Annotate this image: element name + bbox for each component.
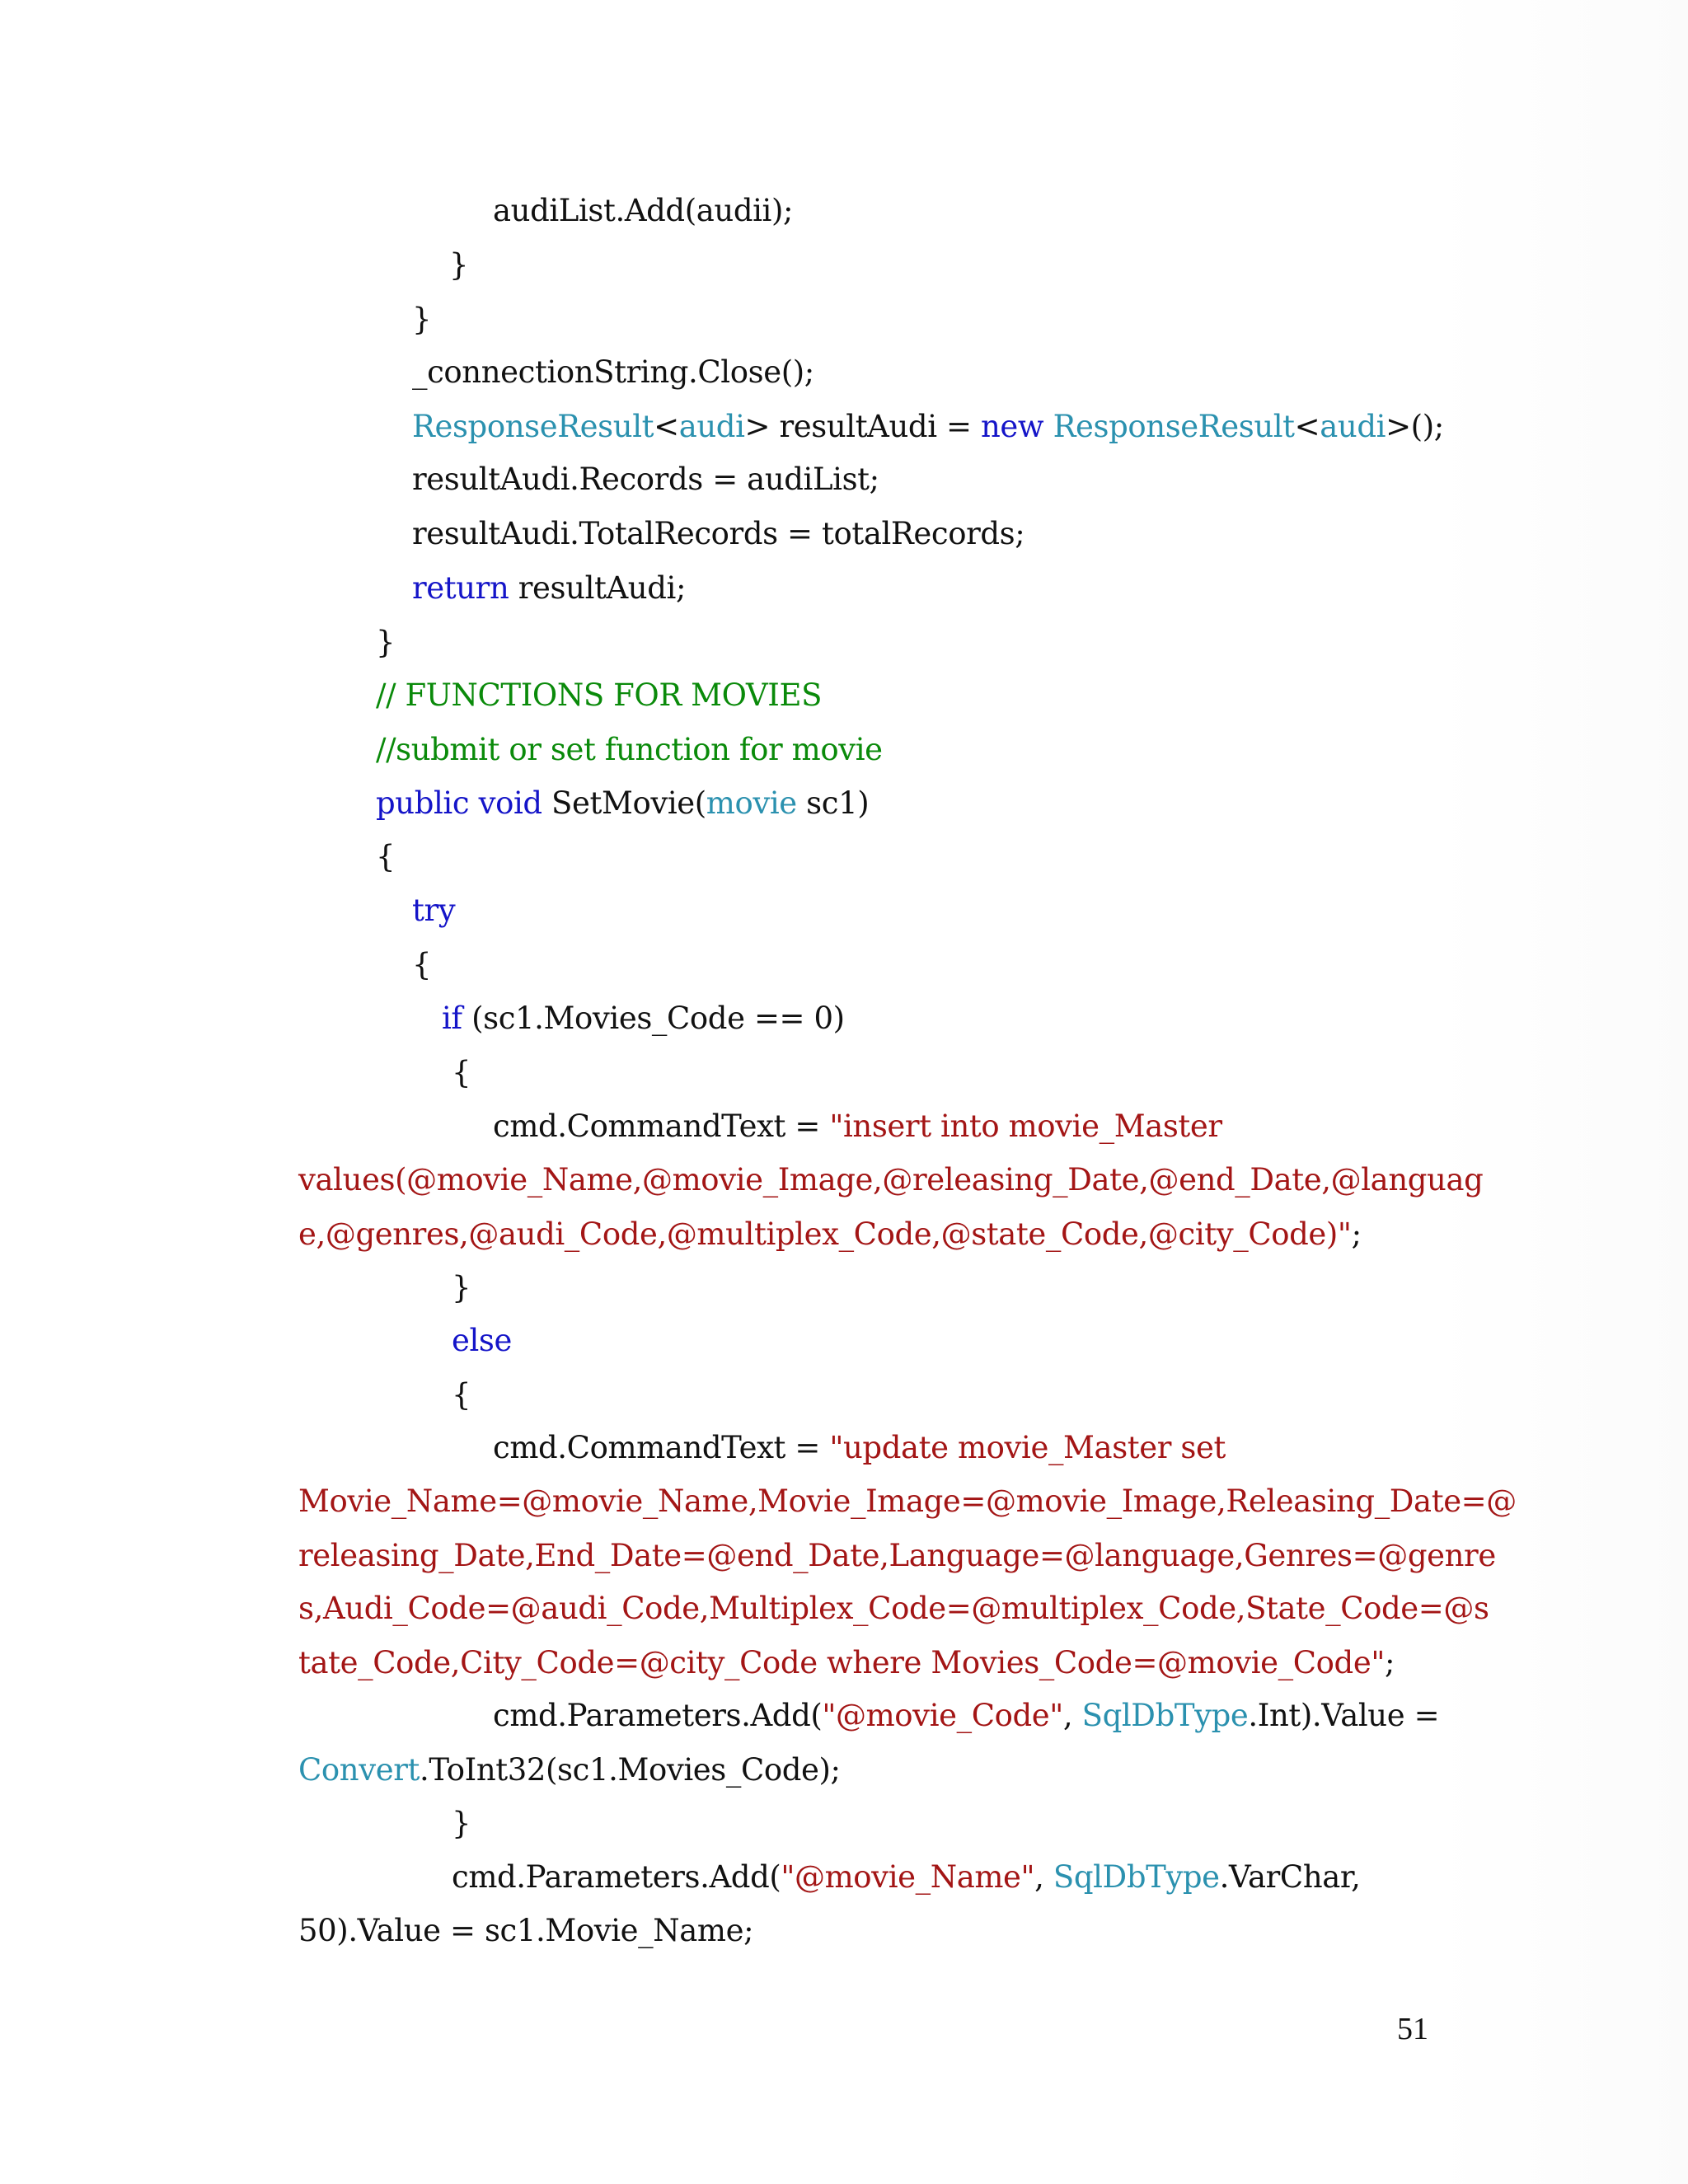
code-line bbox=[452, 1055, 471, 1091]
code-token: > resultAudi = bbox=[744, 409, 981, 444]
code-line bbox=[412, 409, 1444, 445]
code-token: SetMovie( bbox=[542, 785, 706, 821]
code-line bbox=[412, 947, 431, 983]
code-token: audi bbox=[1320, 409, 1386, 444]
code-token: cmd.CommandText = bbox=[493, 1108, 830, 1144]
code-token: return bbox=[412, 570, 509, 606]
code-token: releasing_Date,End_Date=@end_Date,Language=@language,Genres=@genre bbox=[298, 1538, 1496, 1573]
code-token: SqlDbType bbox=[1053, 1859, 1220, 1895]
code-token: if bbox=[442, 1001, 462, 1036]
code-token: } bbox=[452, 1806, 471, 1841]
code-token: } bbox=[452, 1270, 471, 1305]
code-token: { bbox=[452, 1377, 471, 1413]
code-token: (sc1.Movies_Code == 0) bbox=[462, 1001, 845, 1036]
code-line bbox=[452, 1323, 512, 1359]
code-token: sc1) bbox=[796, 785, 870, 821]
code-line bbox=[452, 1270, 471, 1306]
code-line bbox=[376, 732, 883, 768]
code-line bbox=[452, 1859, 1361, 1896]
code-token: values(@movie_Name,@movie_Image,@releasing_Date,@end_Date,@languag bbox=[298, 1162, 1484, 1197]
code-line bbox=[452, 1377, 471, 1413]
code-token: _connectionString.Close(); bbox=[412, 354, 814, 390]
code-token bbox=[469, 785, 478, 821]
code-token: "update movie_Master set bbox=[829, 1430, 1226, 1465]
code-line bbox=[298, 1645, 1395, 1681]
code-token: ; bbox=[1351, 1216, 1362, 1252]
code-token: { bbox=[412, 947, 432, 982]
code-line bbox=[298, 1591, 1489, 1627]
code-token: tate_Code,City_Code=@city_Code where Movies_Code=@movie_Code" bbox=[298, 1645, 1385, 1680]
code-line bbox=[298, 1538, 1496, 1574]
code-line bbox=[298, 1216, 1362, 1253]
code-token: ResponseResult bbox=[412, 409, 654, 444]
code-token: < bbox=[1294, 409, 1320, 444]
code-token: e,@genres,@audi_Code,@multiplex_Code,@state_Code,@city_Code)" bbox=[298, 1216, 1352, 1252]
code-token: else bbox=[452, 1323, 513, 1358]
code-token: cmd.Parameters.Add( bbox=[452, 1859, 781, 1895]
code-line bbox=[412, 462, 879, 498]
code-token: // FUNCTIONS FOR MOVIES bbox=[376, 677, 823, 713]
code-line bbox=[412, 516, 1025, 552]
code-token: audiList.Add(audii); bbox=[493, 193, 794, 228]
code-line bbox=[493, 1698, 1439, 1734]
code-token: < bbox=[654, 409, 679, 444]
code-line bbox=[376, 625, 395, 661]
code-line bbox=[298, 1752, 841, 1788]
code-token: .Int).Value = bbox=[1248, 1698, 1440, 1733]
code-token: .ToInt32(sc1.Movies_Code); bbox=[419, 1752, 841, 1788]
code-token: resultAudi.Records = audiList; bbox=[412, 462, 879, 497]
code-token bbox=[1043, 409, 1053, 444]
code-token: movie bbox=[706, 785, 797, 821]
code-token: cmd.CommandText = bbox=[493, 1430, 830, 1465]
code-token: //submit or set function for movie bbox=[376, 732, 883, 767]
code-token: new bbox=[980, 409, 1044, 444]
code-token: resultAudi.TotalRecords = totalRecords; bbox=[412, 516, 1025, 551]
code-token: { bbox=[452, 1055, 471, 1090]
code-token: } bbox=[412, 302, 432, 337]
code-token: Movie_Name=@movie_Name,Movie_Image=@movie_Image,Releasing_Date=@ bbox=[298, 1483, 1517, 1519]
code-line bbox=[412, 570, 686, 607]
code-token: 50).Value = sc1.Movie_Name; bbox=[298, 1913, 754, 1948]
code-line bbox=[412, 354, 814, 391]
code-token: ; bbox=[1384, 1645, 1395, 1680]
code-token: Convert bbox=[298, 1752, 420, 1788]
code-token: "@movie_Name" bbox=[781, 1859, 1035, 1895]
code-token: audi bbox=[678, 409, 745, 444]
code-line bbox=[452, 1806, 471, 1842]
code-line bbox=[449, 247, 468, 284]
code-line bbox=[298, 1483, 1517, 1520]
code-token: .VarChar, bbox=[1219, 1859, 1361, 1895]
code-token: ResponseResult bbox=[1053, 409, 1295, 444]
code-line bbox=[493, 1108, 1222, 1145]
code-line bbox=[493, 193, 793, 229]
code-token: SqlDbType bbox=[1081, 1698, 1249, 1733]
page-number: 51 bbox=[1397, 2012, 1428, 2046]
code-token: "insert into movie_Master bbox=[829, 1108, 1222, 1144]
code-token: >(); bbox=[1386, 409, 1444, 444]
code-token: try bbox=[412, 893, 456, 928]
code-token: , bbox=[1062, 1698, 1082, 1733]
code-token: } bbox=[449, 247, 469, 283]
code-token: resultAudi; bbox=[509, 570, 687, 606]
code-line bbox=[376, 677, 822, 714]
code-token: void bbox=[478, 785, 542, 821]
code-token: "@movie_Code" bbox=[822, 1698, 1063, 1733]
code-line bbox=[376, 785, 869, 822]
code-token: } bbox=[376, 625, 396, 660]
code-line bbox=[412, 893, 455, 929]
code-token: s,Audi_Code=@audi_Code,Multiplex_Code=@multiplex_Code,State_Code=@s bbox=[298, 1591, 1489, 1626]
code-token: cmd.Parameters.Add( bbox=[493, 1698, 823, 1733]
code-token: , bbox=[1034, 1859, 1053, 1895]
code-line bbox=[493, 1430, 1226, 1466]
code-line bbox=[298, 1162, 1483, 1198]
code-line bbox=[412, 302, 431, 338]
code-line bbox=[298, 1913, 753, 1949]
code-token: { bbox=[376, 839, 396, 874]
code-line bbox=[376, 839, 395, 875]
code-line bbox=[442, 1001, 845, 1037]
code-token: public bbox=[376, 785, 470, 821]
